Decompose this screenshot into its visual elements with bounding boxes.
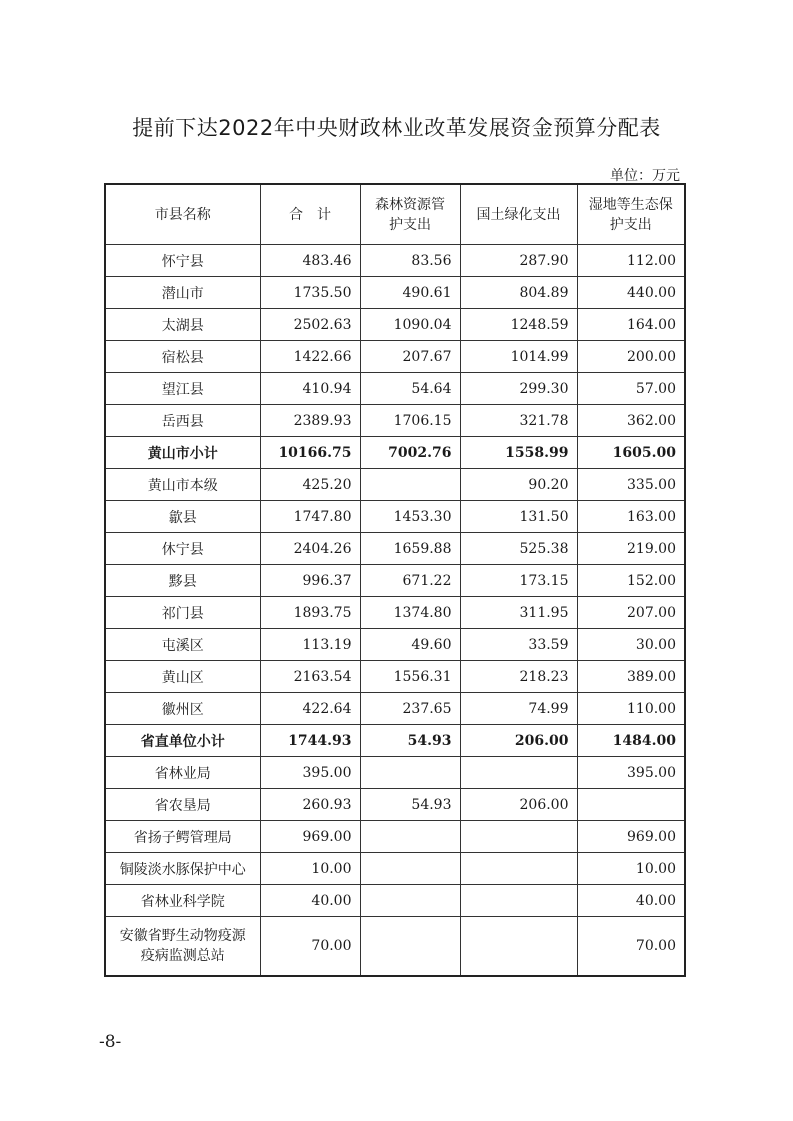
row-wetland: 40.00 [577, 885, 685, 917]
document-title: 提前下达2022年中央财政林业改革发展资金预算分配表 [132, 116, 661, 140]
row-greening: 33.59 [460, 629, 577, 661]
row-name: 铜陵淡水豚保护中心 [105, 853, 260, 885]
row-forest [360, 757, 460, 789]
table-row [105, 565, 685, 597]
row-name: 省林业科学院 [105, 885, 260, 917]
table-row [105, 405, 685, 437]
row-forest [360, 885, 460, 917]
row-forest [360, 469, 460, 501]
row-total: 425.20 [260, 469, 360, 501]
row-name: 望江县 [105, 373, 260, 405]
table-row [105, 469, 685, 501]
row-name: 省农垦局 [105, 789, 260, 821]
row-total: 2502.63 [260, 309, 360, 341]
row-greening [460, 885, 577, 917]
row-wetland: 1484.00 [577, 725, 685, 757]
row-wetland: 395.00 [577, 757, 685, 789]
row-greening [460, 757, 577, 789]
row-wetland: 10.00 [577, 853, 685, 885]
table-row [105, 597, 685, 629]
row-forest: 1659.88 [360, 533, 460, 565]
row-name: 潜山市 [105, 277, 260, 309]
row-name: 祁门县 [105, 597, 260, 629]
row-name: 徽州区 [105, 693, 260, 725]
row-total: 10.00 [260, 853, 360, 885]
row-wetland: 389.00 [577, 661, 685, 693]
row-forest: 54.93 [360, 789, 460, 821]
row-forest: 54.64 [360, 373, 460, 405]
row-greening: 1558.99 [460, 437, 577, 469]
row-wetland: 110.00 [577, 693, 685, 725]
header-greening: 国土绿化支出 [460, 184, 577, 245]
row-name: 黄山市小计 [105, 437, 260, 469]
row-greening: 74.99 [460, 693, 577, 725]
table-row [105, 373, 685, 405]
row-greening: 299.30 [460, 373, 577, 405]
row-name: 黄山市本级 [105, 469, 260, 501]
row-forest: 1556.31 [360, 661, 460, 693]
row-forest: 671.22 [360, 565, 460, 597]
row-wetland: 207.00 [577, 597, 685, 629]
row-wetland: 440.00 [577, 277, 685, 309]
row-forest: 207.67 [360, 341, 460, 373]
row-wetland: 163.00 [577, 501, 685, 533]
row-greening: 218.23 [460, 661, 577, 693]
row-greening: 206.00 [460, 725, 577, 757]
row-forest [360, 821, 460, 853]
header-total: 合 计 [260, 184, 360, 245]
row-name: 省林业局 [105, 757, 260, 789]
row-greening: 321.78 [460, 405, 577, 437]
row-forest: 1374.80 [360, 597, 460, 629]
row-greening: 206.00 [460, 789, 577, 821]
row-name: 安徽省野生动物疫源疫病监测总站 [105, 917, 260, 977]
table-row [105, 725, 685, 757]
unit-label: 单位：万元 [610, 168, 680, 184]
row-greening: 804.89 [460, 277, 577, 309]
row-greening: 1248.59 [460, 309, 577, 341]
table-row [105, 821, 685, 853]
table-row [105, 533, 685, 565]
row-total: 996.37 [260, 565, 360, 597]
table-row [105, 917, 685, 977]
table-row [105, 245, 685, 277]
table-row [105, 661, 685, 693]
row-name: 休宁县 [105, 533, 260, 565]
row-forest [360, 853, 460, 885]
header-forest: 森林资源管护支出 [360, 184, 460, 245]
row-forest: 237.65 [360, 693, 460, 725]
row-total: 1744.93 [260, 725, 360, 757]
row-wetland: 30.00 [577, 629, 685, 661]
table-row [105, 629, 685, 661]
row-wetland [577, 789, 685, 821]
row-name: 岳西县 [105, 405, 260, 437]
row-greening: 311.95 [460, 597, 577, 629]
table-row [105, 789, 685, 821]
row-total: 2404.26 [260, 533, 360, 565]
row-name: 太湖县 [105, 309, 260, 341]
table-body [105, 245, 685, 977]
row-total: 410.94 [260, 373, 360, 405]
row-forest: 1090.04 [360, 309, 460, 341]
row-name: 黟县 [105, 565, 260, 597]
row-name: 省扬子鳄管理局 [105, 821, 260, 853]
table-row [105, 885, 685, 917]
row-greening: 131.50 [460, 501, 577, 533]
row-wetland: 200.00 [577, 341, 685, 373]
row-total: 70.00 [260, 917, 360, 977]
row-greening [460, 853, 577, 885]
row-wetland: 112.00 [577, 245, 685, 277]
row-forest: 49.60 [360, 629, 460, 661]
row-name: 怀宁县 [105, 245, 260, 277]
row-total: 1747.80 [260, 501, 360, 533]
row-total: 395.00 [260, 757, 360, 789]
row-wetland: 1605.00 [577, 437, 685, 469]
row-total: 422.64 [260, 693, 360, 725]
row-name: 屯溪区 [105, 629, 260, 661]
page-number: -8- [99, 1032, 122, 1052]
row-total: 1893.75 [260, 597, 360, 629]
table-header-row [105, 184, 685, 245]
row-greening [460, 917, 577, 977]
row-total: 969.00 [260, 821, 360, 853]
row-forest: 1453.30 [360, 501, 460, 533]
table-row [105, 501, 685, 533]
row-wetland: 152.00 [577, 565, 685, 597]
row-total: 1422.66 [260, 341, 360, 373]
row-total: 260.93 [260, 789, 360, 821]
row-greening: 173.15 [460, 565, 577, 597]
row-forest: 1706.15 [360, 405, 460, 437]
row-wetland: 70.00 [577, 917, 685, 977]
row-wetland: 164.00 [577, 309, 685, 341]
row-wetland: 969.00 [577, 821, 685, 853]
row-wetland: 335.00 [577, 469, 685, 501]
row-name: 省直单位小计 [105, 725, 260, 757]
row-name: 宿松县 [105, 341, 260, 373]
table-row [105, 309, 685, 341]
header-name: 市县名称 [105, 184, 260, 245]
row-wetland: 57.00 [577, 373, 685, 405]
row-total: 483.46 [260, 245, 360, 277]
row-name: 黄山区 [105, 661, 260, 693]
row-total: 2163.54 [260, 661, 360, 693]
row-wetland: 219.00 [577, 533, 685, 565]
row-total: 1735.50 [260, 277, 360, 309]
row-greening: 525.38 [460, 533, 577, 565]
row-total: 113.19 [260, 629, 360, 661]
row-forest: 54.93 [360, 725, 460, 757]
budget-table [104, 183, 686, 977]
row-forest: 7002.76 [360, 437, 460, 469]
row-greening [460, 821, 577, 853]
row-forest: 490.61 [360, 277, 460, 309]
header-wetland: 湿地等生态保护支出 [577, 184, 685, 245]
table-row [105, 437, 685, 469]
table-row [105, 693, 685, 725]
row-forest [360, 917, 460, 977]
table-row [105, 757, 685, 789]
row-forest: 83.56 [360, 245, 460, 277]
row-greening: 287.90 [460, 245, 577, 277]
row-name: 歙县 [105, 501, 260, 533]
table-row [105, 853, 685, 885]
table-row [105, 277, 685, 309]
row-wetland: 362.00 [577, 405, 685, 437]
table-row [105, 341, 685, 373]
row-total: 2389.93 [260, 405, 360, 437]
row-greening: 1014.99 [460, 341, 577, 373]
row-greening: 90.20 [460, 469, 577, 501]
row-total: 40.00 [260, 885, 360, 917]
row-total: 10166.75 [260, 437, 360, 469]
